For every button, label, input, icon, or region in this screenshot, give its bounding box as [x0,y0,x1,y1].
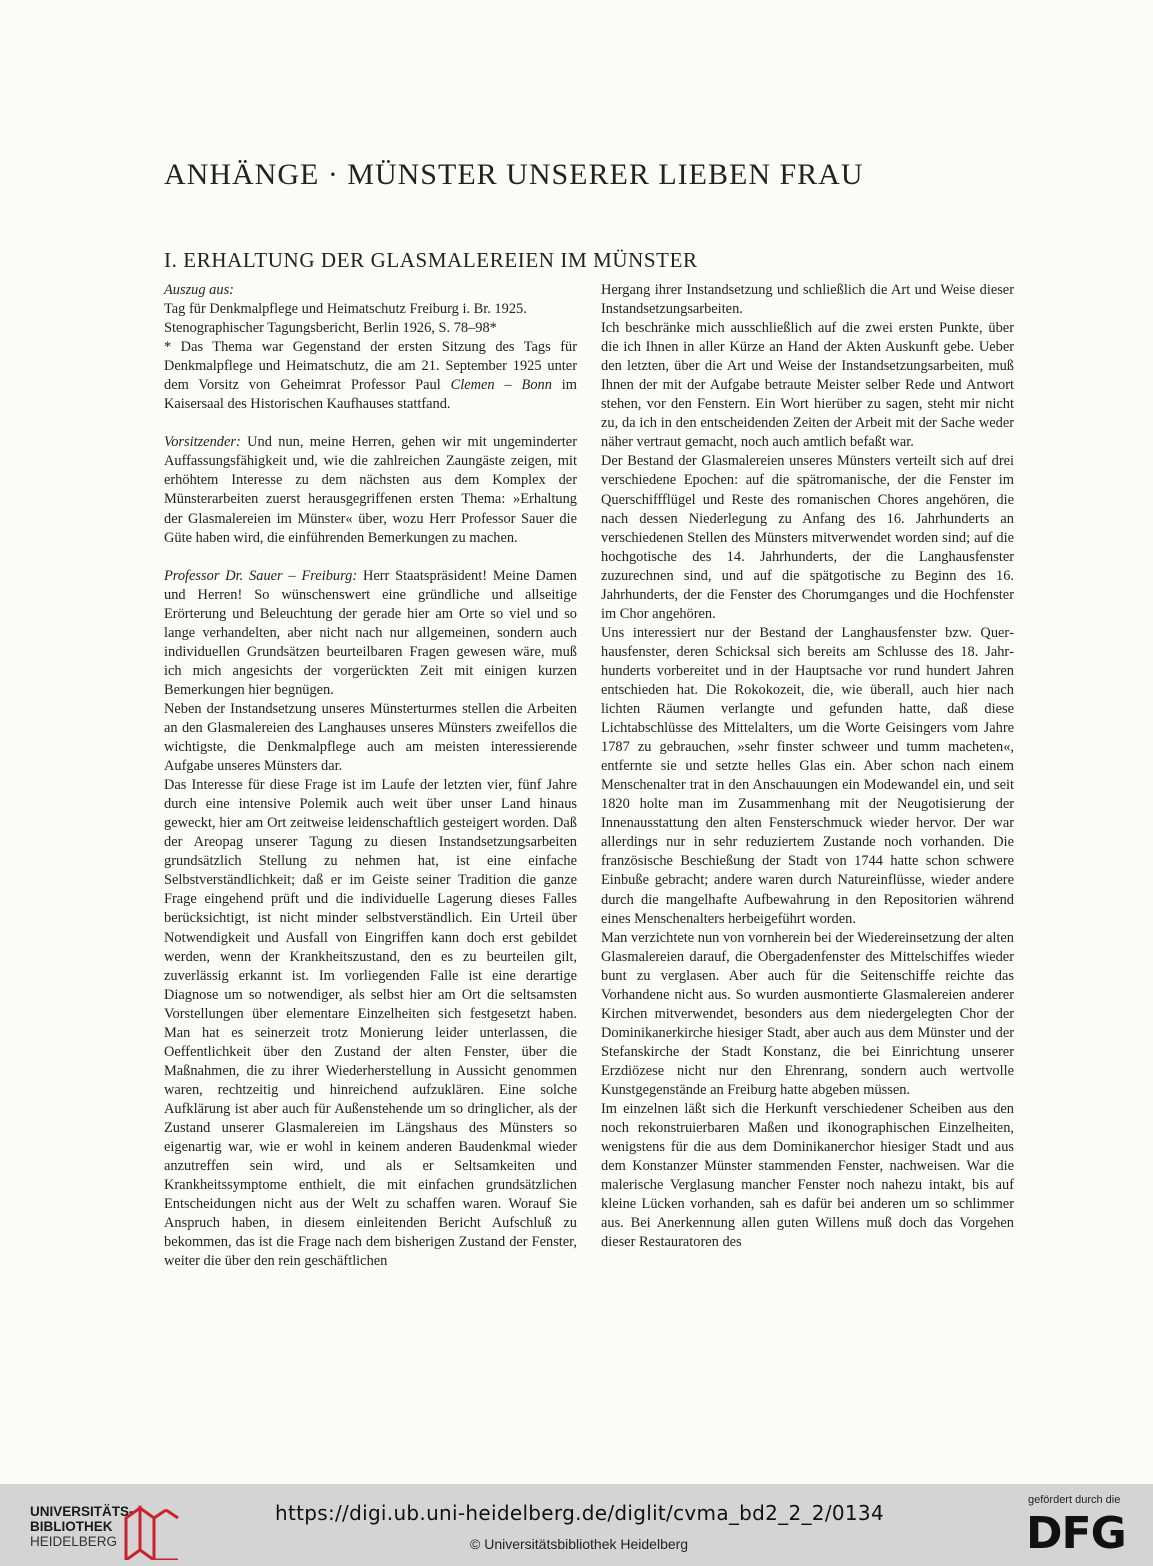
section-title: I. ERHALTUNG DER GLASMALEREIEN IM MÜNSTER [164,248,698,273]
chair-paragraph [164,433,577,547]
library-line-1: UNIVERSITÄTS- [30,1504,134,1519]
copyright-text: © Universitätsbibliothek Heidelberg [470,1536,689,1552]
page-title: ANHÄNGE · MÜNSTER UNSERER LIEBEN FRAU [164,158,864,192]
chair-label: Vorsitzender: [164,434,241,451]
footnote [164,338,577,414]
speaker-label: Professor Dr. Sauer – Freiburg: [164,567,358,584]
right-paragraph-5: Man verzichtete nun von vornherein bei der Wiedereinsetzung der alten Glasmalereien darauf, die Obergadenfenster des Mittelschiffes wieder bunt zu verglasen. Aber auch für die Seitenschiffe reichte das Vorhandene nicht aus. So wurden ausmontierte Glasmalereien anderer Kirchen mitverwendet, besonders aus dem niedergelegten Chor der Dominikanerkirche hiesiger Stadt, aber auch aus dem Münster und der Stefanskirche der Stadt Konstanz, die bei Einrichtung unserer Erzdiözese nicht nur den Ehrenrang, sondern auch wertvolle Kunstgegenstände an Freiburg hatte abgeben müssen. [601,929,1014,1098]
speaker-paragraph [164,567,577,700]
footnote-text-b: im Kaisersaal des Historischen Kaufhauses stattfand. [164,377,577,413]
library-logo[interactable] [30,1504,180,1556]
footer-bar [0,1484,1153,1566]
right-column [601,281,1014,1252]
chair-text: Und nun, meine Herren, gehen wir mit ungeminderter Auffassungsfähigkeit und, wie die zahlreichen Zaungäste zeigen, mit erhöhtem Interesse zu dem nächsten aus dem Komplex der Münsterarbeiten zuerst herausgegriffenen ersten Thema: »Erhaltung der Glasmalereien im Münster« über, wozu Herr Professor Sauer die Güte haben wird, die einführenden Bemerkungen zu machen. [164,434,577,546]
source-line-2: Stenographischer Tagungsbericht, Berlin 1926, S. 78–98* [164,320,497,337]
right-paragraph-6: Im einzelnen läßt sich die Herkunft verschiedener Scheiben aus den noch rekonstruierbaren Maßen und ikonographischen Einzelheiten, wenigstens für die aus dem Dominikanerchor hiesiger Stadt und aus dem Konstanzer Münster stammenden Fenster, nachweisen. War die malerische Verglasung mancher Fenster noch nahezu intakt, bis auf kleine Lücken vorhanden, sah es dafür bei anderen um so schlimmer aus. Bei Anerkennung allen guten Willens muß doch das Vorgehen dieser Restauratoren des [601,1101,1014,1251]
library-line-2: BIBLIOTHEK [30,1519,113,1534]
left-paragraph-2: Neben der Instandsetzung unseres Münsterturmes stellen die Arbeiten an den Glasmalereien des Langhauses unseres Münsters zweifellos die wichtigste, die Denkmalpflege auch am meisten interessierende Aufgabe unseres Münsters dar. [164,700,577,775]
right-paragraph-2: Ich beschränke mich ausschließlich auf die zwei ersten Punkte, über die ich Ihnen in aller Kürze an Hand der Akten Auskunft gebe. Ueber den letzten, über die Art und Weise der Instandsetzungsarbeiten, muß Ihnen der mit der Aufgabe betraute Meister selber Rede und Antwort stehen, vor den Fenstern. Ein Wort hierüber zu sagen, steht mir nicht zu, da ich in den entscheidenden Zeiten der Arbeit mit der Sache weder näher vertraut gemacht, noch auch amtlich befaßt war. [601,320,1014,451]
right-paragraph-4: Uns interessiert nur der Bestand der Langhausfenster bzw. Querhausfenster, deren Schicksal sich bereits am Schlusse des 18. Jahrhunderts vorbereitet und in der Hauptsache vor rund hundert Jahren entschieden hat. Die Rokokozeit, die, wie überall, auch hier nach lichten Räumen verlangte und gefunden hatte, daß diese Lichtabschlüsse des Mittelalters, um die Worte Geisingers vom Jahre 1787 zu gebrauchen, »sehr finster schweer und tumm macheten«, entfernte sie und setzte helles Glas ein. Aber schon nach einem Menschenalter trat in den Anschauungen ein Modewandel ein, und seit 1820 holte man im Zusammenhang mit der Neugotisierung der Innenausstattung den alten Fensterschmuck wieder hervor. Der war allerdings nur in sehr reduziertem Zustande noch vorhanden. Die französische Beschießung der Stadt von 1744 hatte schon schwere Einbuße gebracht; andere waren durch Natureinflüsse, wieder andere durch die mangelhafte Aufbewahrung in den Repositorien während eines Menschenalters herbeigeführt worden. [601,624,1014,927]
excerpt-label: Auszug aus: [164,282,234,298]
left-column [164,281,577,1271]
right-paragraph-3: Der Bestand der Glasmalereien unseres Münsters verteilt sich auf drei verschiedene Epochen: auf die spätromanische, der die Fenster im Querschiffflügel und Reste des romanischen Chores angehören, die nach dessen Niederlegung zu Anfang des 16. Jahrhunderts an verschiedenen Stellen des Münsters mitverwendet worden sind; auf die hochgotische des 14. Jahrhunderts, der die Langhausfenster zuzurechnen sind, und auf die spätgotische zu Beginn des 16. Jahrhunderts, der die Fenster des Chorumganges und die Hochfenster im Chor angehören. [601,453,1014,622]
funding-note: gefördert durch die [1028,1494,1121,1506]
document-url[interactable]: https://digi.ub.uni-heidelberg.de/diglit/cvma_bd2_2_2/0134 [275,1501,884,1525]
left-paragraph-3: Das Interesse für diese Frage ist im Laufe der letzten vier, fünf Jahre durch eine intensive Polemik auch weit über unser Land hinaus geweckt, hier am Ort zeitweise leidenschaftlich gesteigert worden. Daß der Areopag unserer Tagung zu diesen Instandsetzungsarbeiten grundsätzlich Stellung zu nehmen hat, ist eine einfache Selbstverständlichkeit; daß er im Geiste seiner Tradition die ganze Frage eingehend prüft und die individuelle Lagerung dieses Falles berücksichtigt, ist nicht minder selbstverständlich. Ein Urteil über Notwendigkeit und Ausfall von Eingriffen kann doch erst gebildet werden, wenn der Krankheitszustand, den es zu beurteilen gilt, zuverlässig erkannt ist. Im vorliegenden Falle ist eine derartige Diagnose um so notwendiger, als selbst hier am Ort die seltsamsten Vorstellungen über elementare Einzelheiten sich festgesetzt haben. Man hat es seinerzeit trotz Monierung leider unterlassen, die Oeffentlichkeit über den Zustand der alten Fenster, über die Maßnahmen, die zu ihrer Wiederherstellung in Aussicht genommen waren, rechtzeitig und hinreichend aufzuklären. Eine solche Aufklärung ist aber auch für Außenstehende um so dringlicher, als der Zustand unserer Glasmalereien im Längshaus des Münsters so eigenartig war, wie er wohl in keinem anderen Baudenkmal wieder anzutreffen sein wird, und als er Seltsamkeiten und Krankheitssymptome enthielt, die mit einfachen grundsätzlichen Entscheidungen nicht aus der Welt zu schaffen waren. Worauf Sie Anspruch haben, in diesem einleitenden Bericht Aufschluß zu bekommen, das ist die Frage nach dem bisherigen Zustand der Fenster, weiter die über den rein geschäftlichen [164,777,577,1270]
dfg-logo[interactable]: DFG [1026,1508,1126,1559]
footnote-name: Clemen – Bonn [450,377,552,394]
speaker-text: Herr Staatspräsident! Meine Damen und Herren! So wünschenswert eine gründliche und allseitige Erörterung und Beleuchtung der gerade hier am Orte so viel und so lange verhandelten, aber nicht nach nur allgemeinen, sondern auch individuellen Grundsätzen beurteilbaren Fragen gewesen wäre, muß ich mich angesichts der vorgerückten Zeit mit einigen kurzen Bemerkungen hier begnügen. [164,567,577,698]
library-line-3: HEIDELBERG [30,1534,118,1549]
footnote-text-a: * Das Thema war Gegenstand der ersten Sitzung des Tags für Denkmalpflege und Heimatschutz, die am 21. September 1925 unter dem Vorsitz von Geheimrat Professor Paul [164,339,577,394]
library-mark-icon [118,1504,180,1560]
right-paragraph-1: Hergang ihrer Instandsetzung und schließlich die Art und Weise dieser Instandsetzungsarbeiten. [601,282,1014,318]
source-line-1: Tag für Denkmalpflege und Heimatschutz Freiburg i. Br. 1925. [164,301,527,318]
